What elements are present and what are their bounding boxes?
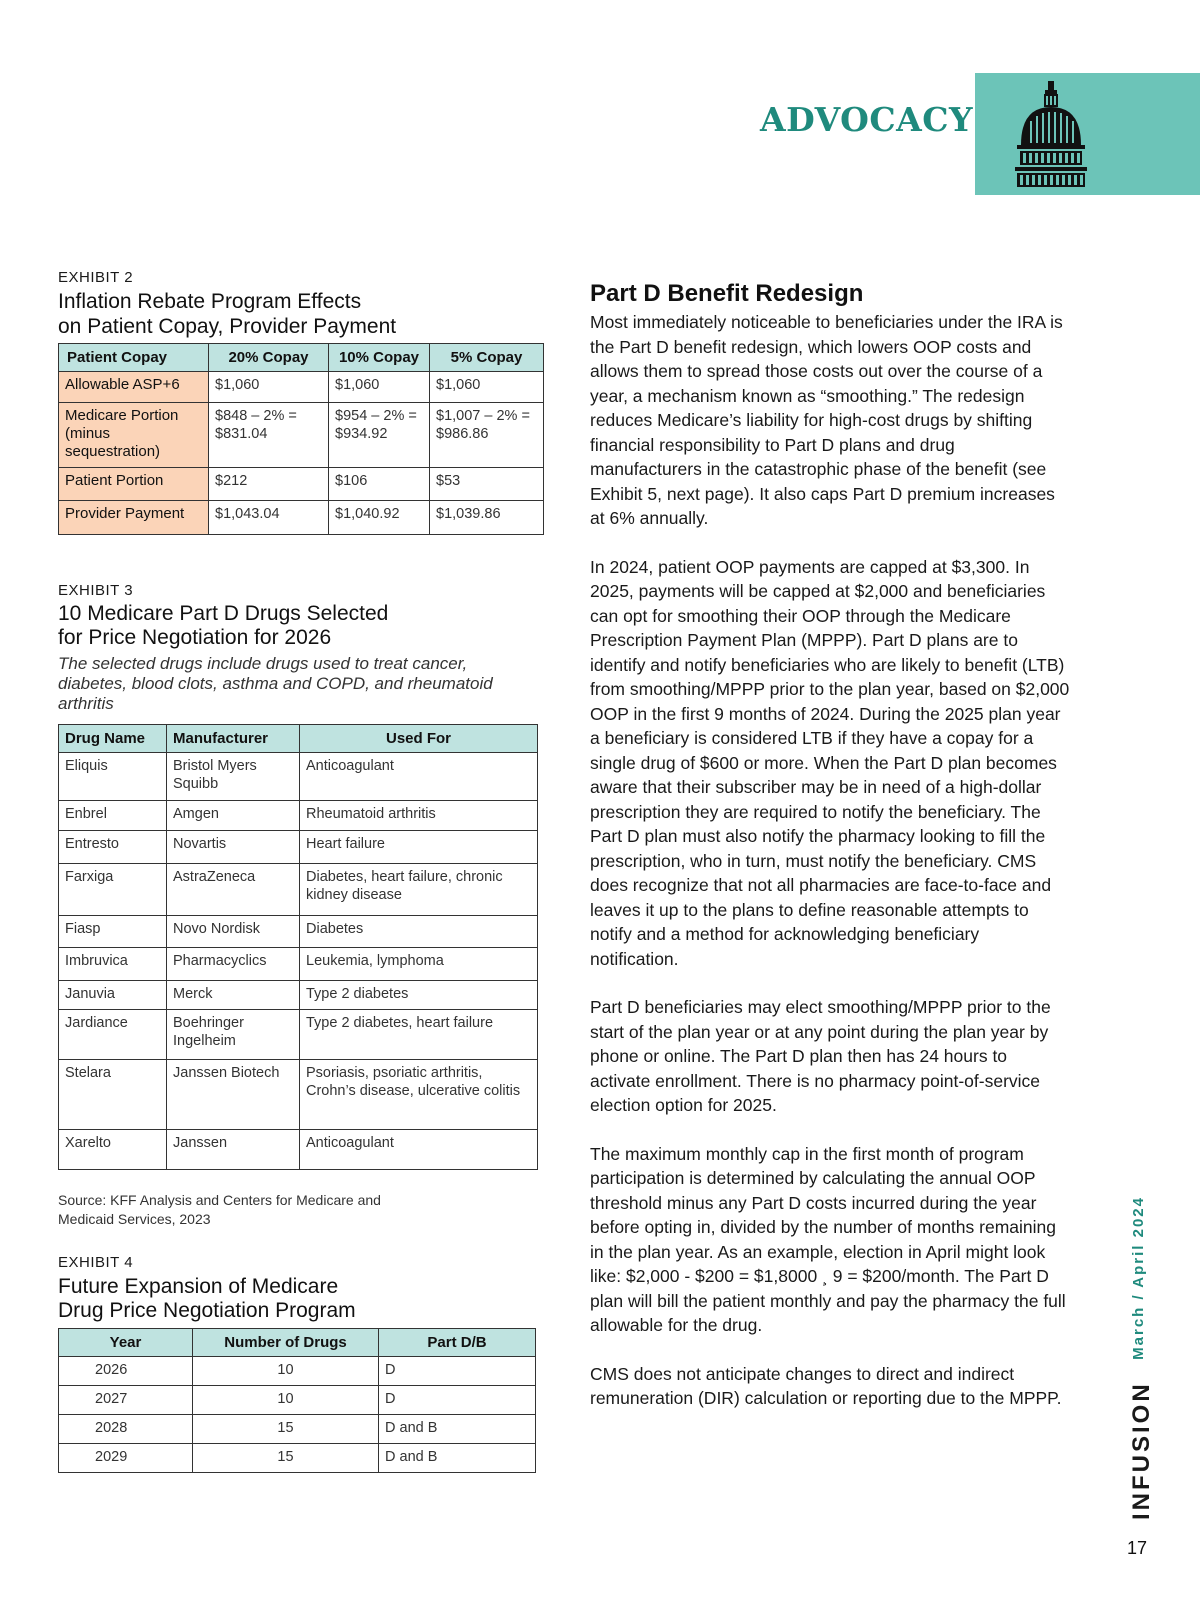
article-paragraph: CMS does not anticipate changes to direct and indirect remuneration (DIR) calculation or reporting due to the MPPP. (590, 1363, 1062, 1408)
table-cell: $1,040.92 (329, 501, 430, 535)
manufacturer: Merck (167, 981, 300, 1010)
drug-count-cell: 15 (193, 1444, 379, 1473)
drug-name: Farxiga (59, 864, 167, 916)
manufacturer: Janssen Biotech (167, 1060, 300, 1130)
issue-date: March / April 2024 (1130, 1196, 1147, 1360)
article (590, 280, 1070, 1435)
used-for: Diabetes (300, 916, 538, 948)
column-header: Drug Name (59, 725, 167, 753)
table-row (59, 1386, 536, 1415)
exhibit2-table (58, 343, 544, 535)
article-heading: Part D Benefit Redesign (590, 280, 864, 307)
column-header: 10% Copay (329, 344, 430, 372)
drug-count-cell: 10 (193, 1386, 379, 1415)
used-for: Anticoagulant (300, 1130, 538, 1170)
manufacturer: Pharmacyclics (167, 948, 300, 981)
manufacturer: AstraZeneca (167, 864, 300, 916)
column-header: 5% Copay (430, 344, 544, 372)
year-cell: 2027 (59, 1386, 193, 1415)
manufacturer: Boehringer Ingelheim (167, 1010, 300, 1060)
exhibit2-title-line1: Inflation Rebate Program Effects (58, 290, 362, 313)
table-cell: $1,060 (430, 372, 544, 403)
table-row (59, 916, 538, 948)
row-label: Medicare Portion (minus sequestration) (59, 403, 209, 468)
table-header-row (59, 344, 544, 372)
row-label: Provider Payment (59, 501, 209, 535)
drug-count-cell: 15 (193, 1415, 379, 1444)
column-header: Part D/B (379, 1329, 536, 1357)
table-cell: $53 (430, 468, 544, 501)
table-cell: $106 (329, 468, 430, 501)
part-cell: D and B (379, 1444, 536, 1473)
table-cell: $1,060 (209, 372, 329, 403)
part-cell: D and B (379, 1415, 536, 1444)
table-row (59, 403, 544, 468)
table-cell: $1,060 (329, 372, 430, 403)
part-cell: D (379, 1357, 536, 1386)
drug-name: Fiasp (59, 916, 167, 948)
article-paragraph: The maximum monthly cap in the first month of program participation is determined by calculating the annual OOP threshold minus any Part D costs incurred during the year before opting in, divided by the number of months remaining in the plan year. As an example, election in April might look like: $2,000 - $200 = $1,8000 ¸ 9 = $200/month. The Part D plan will bill the patient monthly and pay the pharmacy the full allowable for the drug. (590, 1143, 1066, 1335)
column-header: 20% Copay (209, 344, 329, 372)
article-paragraph: In 2024, patient OOP payments are capped at $3,300. In 2025, payments will be capped at $2,000 and beneficiaries can opt for smoothing their OOP through the Medicare Prescription Payment Plan (MPPP). Part D plans are to identify and notify beneficiaries who are likely to benefit (LTB) from smoothing/MPPP prior to the plan year, based on $2,000 OOP in the first 9 months of 2024. During the 2025 plan year a beneficiary is considered LTB if they have a copay for a single drug of $600 or more. When the Part D plan becomes aware that their subscriber may be in need of a high-dollar prescription they are required to notify the beneficiary. The Part D plan must also notify the pharmacy looking to fill the prescription, who in turn, must notify the beneficiary. CMS does recognize that not all pharmacies are face-to-face and leaves it up to the plans to define reasonable attempts to notify and a method for acknowledging beneficiary notification. (590, 556, 1070, 969)
exhibit2-label: EXHIBIT 2 (58, 269, 134, 286)
table-cell: $1,007 – 2% = $986.86 (430, 403, 544, 468)
table-row (59, 1010, 538, 1060)
used-for: Type 2 diabetes (300, 981, 538, 1010)
table-row (59, 468, 544, 501)
year-cell: 2029 (59, 1444, 193, 1473)
column-header: Number of Drugs (193, 1329, 379, 1357)
manufacturer: Janssen (167, 1130, 300, 1170)
exhibit4-title-line2: Drug Price Negotiation Program (58, 1299, 356, 1322)
manufacturer: Novartis (167, 831, 300, 864)
exhibit3-source-line2: Medicaid Services, 2023 (58, 1211, 211, 1227)
exhibit4-label: EXHIBIT 4 (58, 1254, 134, 1271)
exhibit2-title-line2: on Patient Copay, Provider Payment (58, 315, 397, 338)
magazine-name: INFUSION (1128, 1381, 1155, 1520)
row-label: Allowable ASP+6 (59, 372, 209, 403)
column-header: Year (59, 1329, 193, 1357)
table-header-row (59, 725, 538, 753)
exhibit3-title-line2: for Price Negotiation for 2026 (58, 626, 332, 649)
manufacturer: Novo Nordisk (167, 916, 300, 948)
used-for: Anticoagulant (300, 753, 538, 801)
exhibit3-label: EXHIBIT 3 (58, 582, 134, 599)
table-cell: $1,039.86 (430, 501, 544, 535)
row-label: Patient Portion (59, 468, 209, 501)
used-for: Diabetes, heart failure, chronic kidney disease (300, 864, 538, 916)
table-row (59, 1444, 536, 1473)
drug-name: Stelara (59, 1060, 167, 1130)
used-for: Heart failure (300, 831, 538, 864)
exhibit4-title-line1: Future Expansion of Medicare (58, 1275, 339, 1298)
column-header: Used For (300, 725, 538, 753)
drug-name: Enbrel (59, 801, 167, 831)
table-row (59, 1130, 538, 1170)
article-paragraph: Part D beneficiaries may elect smoothing/MPPP prior to the start of the plan year or at any point during the plan year by phone or online. The Part D plan then has 24 hours to activate enrollment. There is no pharmacy point-of-service election option for 2025. (590, 997, 1051, 1115)
used-for: Psoriasis, psoriatic arthritis, Crohn’s disease, ulcerative colitis (300, 1060, 538, 1130)
drug-name: Eliquis (59, 753, 167, 801)
table-row (59, 1357, 536, 1386)
exhibit3-source-line1: Source: KFF Analysis and Centers for Medicare and (58, 1192, 381, 1208)
column-header: Patient Copay (59, 344, 209, 372)
year-cell: 2028 (59, 1415, 193, 1444)
table-cell: $1,043.04 (209, 501, 329, 535)
table-cell: $848 – 2% = $831.04 (209, 403, 329, 468)
table-cell: $954 – 2% = $934.92 (329, 403, 430, 468)
used-for: Type 2 diabetes, heart failure (300, 1010, 538, 1060)
part-cell: D (379, 1386, 536, 1415)
table-row (59, 801, 538, 831)
manufacturer: Bristol Myers Squibb (167, 753, 300, 801)
used-for: Rheumatoid arthritis (300, 801, 538, 831)
header-accent-block (975, 73, 1200, 195)
capitol-dome-icon (1011, 79, 1091, 191)
drug-name: Januvia (59, 981, 167, 1010)
page-number: 17 (1127, 1538, 1148, 1558)
table-row (59, 1415, 536, 1444)
year-cell: 2026 (59, 1357, 193, 1386)
table-row (59, 981, 538, 1010)
manufacturer: Amgen (167, 801, 300, 831)
drug-count-cell: 10 (193, 1357, 379, 1386)
table-row (59, 753, 538, 801)
table-row (59, 372, 544, 403)
table-row (59, 501, 544, 535)
exhibit3-table (58, 724, 538, 1170)
table-row (59, 1060, 538, 1130)
used-for: Leukemia, lymphoma (300, 948, 538, 981)
drug-name: Entresto (59, 831, 167, 864)
exhibit3-title-line1: 10 Medicare Part D Drugs Selected (58, 602, 389, 625)
drug-name: Imbruvica (59, 948, 167, 981)
table-cell: $212 (209, 468, 329, 501)
exhibit4-table (58, 1328, 536, 1473)
table-header-row (59, 1329, 536, 1357)
article-paragraph: Most immediately noticeable to beneficiaries under the IRA is the Part D benefit redesign, which lowers OOP costs and allows them to spread those costs out over the course of a year, a mechanism known as “smoothing.” The redesign reduces Medicare’s liability for high-cost drugs by shifting financial responsibility to Part D plans and drug manufacturers in the catastrophic phase of the benefit (see Exhibit 5, next page). It also caps Part D premium increases at 6% annually. (590, 312, 1063, 528)
exhibit3-subtitle: The selected drugs include drugs used to treat cancer, diabetes, blood clots, asthma and COPD, and rheumatoid arthritis (58, 654, 493, 713)
drug-name: Xarelto (59, 1130, 167, 1170)
table-row (59, 831, 538, 864)
drug-name: Jardiance (59, 1010, 167, 1060)
section-title: ADVOCACY (760, 100, 974, 139)
table-row (59, 948, 538, 981)
table-row (59, 864, 538, 916)
column-header: Manufacturer (167, 725, 300, 753)
